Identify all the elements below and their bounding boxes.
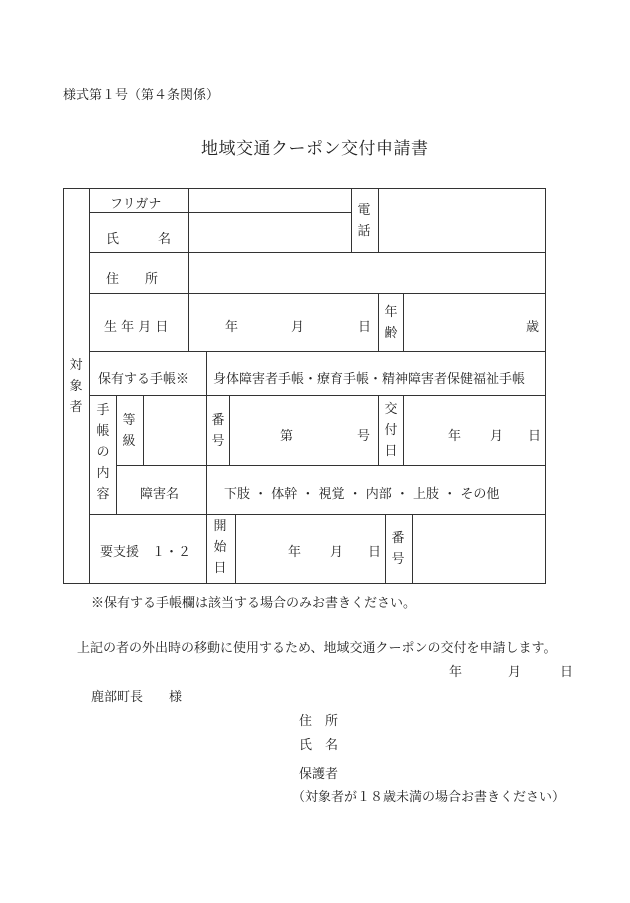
start-label-1: 開 bbox=[213, 519, 227, 534]
number-label-1: 番 bbox=[211, 413, 225, 428]
birthdate-label: 生 年 月 日 bbox=[104, 320, 169, 335]
techo-content-1: 手 bbox=[96, 403, 110, 418]
target-label-3: 者 bbox=[69, 400, 83, 415]
address-label: 住 所 bbox=[106, 272, 159, 287]
start-month-unit: 月 bbox=[330, 545, 344, 560]
support-level[interactable]: 要支援 １・２ bbox=[100, 545, 192, 560]
applicant-address-label: 住 所 bbox=[299, 714, 339, 729]
address-field[interactable] bbox=[188, 252, 545, 293]
guardian-label: 保護者 bbox=[299, 767, 339, 782]
name-label: 氏 名 bbox=[106, 232, 172, 247]
target-label-2: 象 bbox=[69, 379, 83, 394]
number-label-2: 号 bbox=[211, 434, 225, 449]
issue-day-unit: 日 bbox=[528, 429, 542, 444]
form-title: 地域交通クーポン交付申請書 bbox=[201, 139, 429, 159]
issue-label-2: 付 bbox=[384, 423, 398, 438]
target-label-1: 対 bbox=[69, 358, 83, 373]
techo-types[interactable]: 身体障害者手帳・療育手帳・精神障害者保健福祉手帳 bbox=[213, 372, 526, 387]
date-year-unit: 年 bbox=[449, 665, 463, 680]
techo-content-5: 容 bbox=[96, 487, 110, 502]
techo-content-2: 帳 bbox=[96, 424, 110, 439]
furigana-field[interactable] bbox=[188, 188, 351, 212]
statement: 上記の者の外出時の移動に使用するため、地域交通クーポンの交付を申請します。 bbox=[77, 641, 557, 656]
age-label-2: 齢 bbox=[384, 326, 398, 341]
issue-year-unit: 年 bbox=[448, 429, 462, 444]
start-label-2: 始 bbox=[213, 540, 227, 555]
phone-field[interactable] bbox=[378, 188, 545, 252]
grade-label-2: 級 bbox=[122, 434, 136, 449]
birth-year-unit: 年 bbox=[225, 320, 239, 335]
date-month-unit: 月 bbox=[508, 665, 522, 680]
support-number-label-2: 号 bbox=[391, 552, 405, 567]
grade-label-1: 等 bbox=[122, 413, 136, 428]
support-number-field[interactable] bbox=[412, 514, 545, 583]
start-day-unit: 日 bbox=[368, 545, 382, 560]
start-year-unit: 年 bbox=[288, 545, 302, 560]
name-field[interactable] bbox=[188, 212, 351, 252]
guardian-note: （対象者が１８歳未満の場合お書きください） bbox=[292, 790, 566, 805]
techo-label: 保有する手帳※ bbox=[98, 372, 190, 387]
go-unit: 号 bbox=[357, 429, 371, 444]
issue-label-3: 日 bbox=[384, 444, 398, 459]
date-day-unit: 日 bbox=[560, 665, 574, 680]
furigana-label: フリガナ bbox=[110, 197, 162, 212]
techo-content-3: の bbox=[96, 445, 110, 460]
birth-month-unit: 月 bbox=[291, 320, 305, 335]
age-unit: 歳 bbox=[526, 320, 540, 335]
grade-field[interactable] bbox=[143, 395, 206, 465]
issue-month-unit: 月 bbox=[490, 429, 504, 444]
phone-label-2: 話 bbox=[357, 224, 371, 239]
disability-label: 障害名 bbox=[140, 487, 180, 502]
support-number-label-1: 番 bbox=[391, 531, 405, 546]
form-number: 様式第１号（第４条関係） bbox=[63, 88, 220, 103]
applicant-name-label: 氏 名 bbox=[299, 738, 339, 753]
note: ※保有する手帳欄は該当する場合のみお書きください。 bbox=[91, 596, 417, 611]
age-label-1: 年 bbox=[384, 305, 398, 320]
phone-label-1: 電 bbox=[357, 203, 371, 218]
techo-content-4: 内 bbox=[96, 466, 110, 481]
disability-options[interactable]: 下肢 ・ 体幹 ・ 視覚 ・ 内部 ・ 上肢 ・ その他 bbox=[224, 487, 500, 502]
birth-day-unit: 日 bbox=[358, 320, 372, 335]
addressee: 鹿部町長 様 bbox=[91, 690, 183, 705]
issue-label-1: 交 bbox=[384, 402, 398, 417]
start-label-3: 日 bbox=[213, 561, 227, 576]
dai-unit: 第 bbox=[280, 429, 294, 444]
